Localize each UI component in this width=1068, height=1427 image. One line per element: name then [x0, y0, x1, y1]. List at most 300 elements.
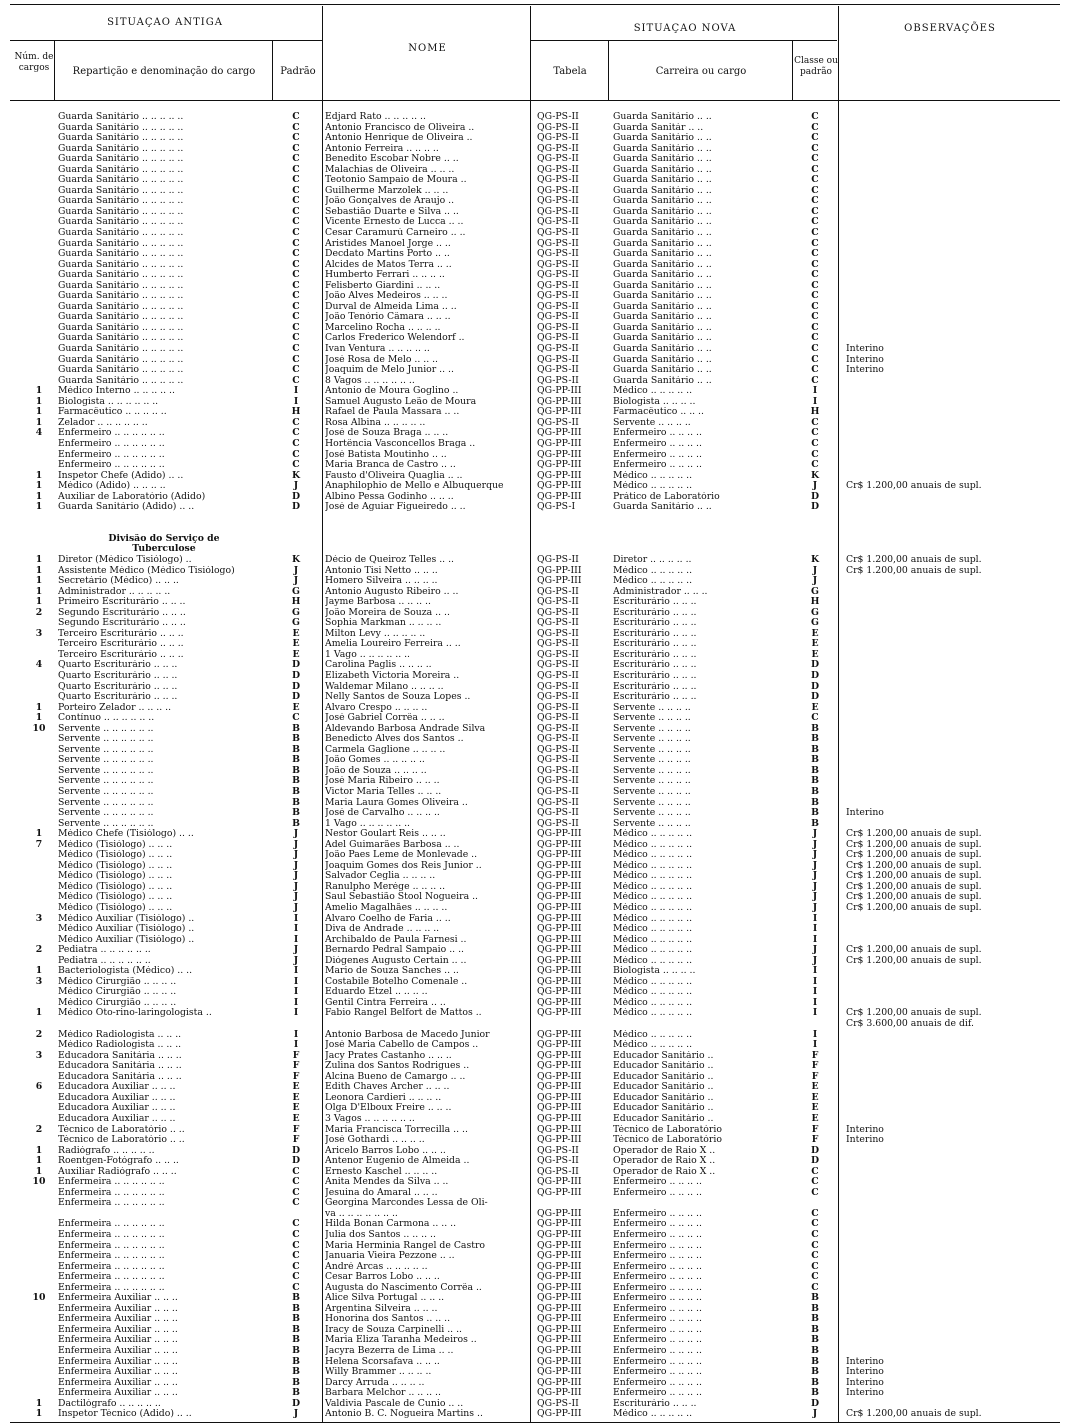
observacao-cell: Interino — [846, 1377, 884, 1388]
name-cell: Benedito Escobar Nobre .. .. — [325, 154, 459, 165]
carreira-cell: Escriturário .. .. .. — [613, 618, 697, 629]
classe-cell: F — [811, 1050, 819, 1061]
tabela-cell: QG-PS-II — [537, 249, 579, 260]
padrao-cell: E — [292, 1103, 300, 1114]
reparticao-cell: Médico Chefe (Tisiólogo) .. .. — [58, 829, 194, 840]
classe-cell: B — [811, 1314, 819, 1325]
name-cell: Bernardo Pedral Sampaio .. .. — [325, 945, 464, 956]
padrao-cell: C — [292, 1272, 300, 1283]
padrao-cell: C — [292, 1198, 300, 1209]
table-row — [0, 1135, 1068, 1146]
tabela-cell: QG-PS-II — [537, 1398, 579, 1409]
reparticao-cell: Enfermeiro .. .. .. .. .. .. — [58, 460, 165, 471]
classe-cell: C — [811, 185, 819, 196]
padrao-cell: J — [293, 1409, 299, 1420]
classe-cell: C — [811, 270, 819, 281]
name-heading: NOME — [408, 43, 447, 54]
table-row — [0, 365, 1068, 376]
name-cell: Willy Brammer .. .. .. .. — [325, 1367, 432, 1378]
tabela-heading: Tabela — [553, 66, 587, 77]
classe-cell: I — [812, 966, 818, 977]
classe-cell: B — [811, 1335, 819, 1346]
tabela-cell: QG-PP-III — [537, 1029, 582, 1040]
table-row — [0, 703, 1068, 714]
tabela-cell: QG-PS-II — [537, 312, 579, 323]
carreira-cell: Prático de Laboratório — [613, 491, 720, 502]
classe-cell: J — [812, 481, 818, 492]
classe-cell: J — [812, 881, 818, 892]
name-cell: Archibaldo de Paula Farnesi .. — [325, 934, 467, 945]
name-cell: Argentina Silveira .. .. .. — [325, 1303, 438, 1314]
reparticao-cell: Enfermeiro .. .. .. .. .. .. — [58, 449, 165, 460]
padrao-cell: C — [292, 1282, 300, 1293]
tabela-cell: QG-PS-I — [537, 502, 576, 513]
classe-cell: I — [812, 997, 818, 1008]
tabela-cell: QG-PS-II — [537, 554, 579, 565]
reparticao-cell: Enfermeira Auxiliar .. .. .. — [58, 1335, 178, 1346]
padrao-cell: B — [292, 1388, 300, 1399]
name-cell: Rafael de Paula Massara .. .. — [325, 407, 460, 418]
reparticao-cell: Auxiliar de Laboratório (Adido) — [58, 491, 206, 502]
reparticao-cell: Guarda Sanitário .. .. .. .. .. — [58, 301, 184, 312]
padrao-cell: I — [293, 966, 299, 977]
classe-cell: I — [812, 1029, 818, 1040]
name-cell: Maria Herminia Rangel de Castro — [325, 1240, 486, 1251]
carreira-cell: Servente .. .. .. .. — [613, 765, 691, 776]
tabela-cell: QG-PS-II — [537, 143, 579, 154]
padrao-cell: C — [292, 375, 300, 386]
padrao-cell: I — [293, 1040, 299, 1051]
observacao-cell: Cr$ 1.200,00 anuais de supl. — [846, 945, 982, 956]
padrao-cell: C — [292, 1219, 300, 1230]
padrao-cell: B — [292, 1356, 300, 1367]
observacao-cell: Cr$ 1.200,00 anuais de supl. — [846, 565, 982, 576]
table-row — [0, 1378, 1068, 1389]
reparticao-cell: Médico Auxiliar (Tisiólogo) .. — [58, 924, 195, 935]
classe-cell: J — [812, 903, 818, 914]
reparticao-cell: Médico Cirurgião .. .. .. .. — [58, 997, 177, 1008]
reparticao-cell: Educadora Auxiliar .. .. .. — [58, 1092, 176, 1103]
tabela-cell: QG-PP-III — [537, 460, 582, 471]
padrao-cell: C — [292, 196, 300, 207]
name-cell: João Paes Leme de Monlevade .. — [325, 850, 478, 861]
tabela-cell: QG-PS-II — [537, 670, 579, 681]
name-cell: Sophia Markman .. .. .. .. — [325, 618, 442, 629]
tabela-cell: QG-PP-III — [537, 1187, 582, 1198]
table-row — [0, 819, 1068, 830]
observacao-cell: Cr$ 1.200,00 anuais de supl. — [846, 829, 982, 840]
name-cell: Maria Branca de Castro .. .. — [325, 460, 456, 471]
carreira-cell: Escriturário .. .. .. — [613, 607, 697, 618]
carreira-cell: Guarda Sanitário .. .. — [613, 196, 712, 207]
tabela-cell: QG-PS-II — [537, 818, 579, 829]
carreira-cell: Médico .. .. .. .. .. — [613, 839, 693, 850]
reparticao-cell: Pediatra .. .. .. .. .. .. — [58, 945, 151, 956]
classe-cell: C — [811, 1261, 819, 1272]
carreira-cell: Biologista .. .. .. .. — [613, 396, 696, 407]
classe-cell: E — [811, 639, 819, 650]
reparticao-cell: Enfermeiro .. .. .. .. .. .. — [58, 428, 165, 439]
reparticao-cell: Radiógrafo .. .. .. .. .. — [58, 1145, 155, 1156]
classe-cell: B — [811, 755, 819, 766]
tabela-cell: QG-PS-II — [537, 122, 579, 133]
name-cell: Leonora Cardieri .. .. .. .. — [325, 1092, 442, 1103]
tabela-cell: QG-PP-III — [537, 396, 582, 407]
carreira-cell: Enfermeiro .. .. .. .. — [613, 428, 702, 439]
table-row — [0, 217, 1068, 228]
tabela-cell: QG-PS-II — [537, 660, 579, 671]
name-cell: Waldemar Milano .. .. .. .. — [325, 681, 444, 692]
reparticao-cell: Diretor (Médico Tisiólogo) .. — [58, 554, 192, 565]
tabela-cell: QG-PP-III — [537, 871, 582, 882]
reparticao-cell: Zelador .. .. .. .. .. .. — [58, 417, 148, 428]
reparticao-cell: Enfermeira Auxiliar .. .. .. — [58, 1345, 178, 1356]
name-cell: Decdato Martins Porto .. .. — [325, 249, 450, 260]
tabela-cell: QG-PS-II — [537, 586, 579, 597]
classe-cell: C — [811, 1229, 819, 1240]
name-cell: Anaphilophio de Mello e Albuquerque — [325, 481, 504, 492]
reparticao-cell: Enfermeira .. .. .. .. .. .. — [58, 1187, 165, 1198]
reparticao-cell: Médico Cirurgião .. .. .. .. — [58, 976, 177, 987]
tabela-cell: QG-PP-III — [537, 491, 582, 502]
classe-cell: E — [811, 1092, 819, 1103]
padrao-cell: G — [292, 618, 300, 629]
name-cell: Costabile Botelho Comenale .. — [325, 976, 468, 987]
padrao-cell: C — [292, 1251, 300, 1262]
carreira-cell: Enfermeiro .. .. .. .. — [613, 460, 702, 471]
reparticao-cell: Enfermeiro .. .. .. .. .. .. — [58, 438, 165, 449]
reparticao-cell: Roentgen-Fotógrafo .. .. .. — [58, 1156, 179, 1167]
tabela-cell: QG-PP-III — [537, 1377, 582, 1388]
name-cell: Marcelino Rocha .. .. .. .. — [325, 322, 441, 333]
name-cell: Carlos Frederico Welendorf .. — [325, 333, 465, 344]
padrao-cell: J — [293, 576, 299, 587]
carreira-cell: Enfermeiro .. .. .. .. — [613, 1187, 702, 1198]
name-cell: Humberto Ferrari .. .. .. .. — [325, 270, 445, 281]
name-cell: Hilda Bonan Carmona .. .. .. — [325, 1219, 457, 1230]
classe-cell: D — [810, 491, 820, 502]
carreira-cell: Educador Sanitário .. — [613, 1082, 714, 1093]
table-row — [0, 671, 1068, 682]
carreira-cell: Guarda Sanitário .. .. — [613, 502, 712, 513]
classe-cell: C — [811, 322, 819, 333]
tabela-cell: QG-PP-III — [537, 1388, 582, 1399]
table-row — [0, 608, 1068, 619]
reparticao-cell: Médico Radiologista .. .. .. — [58, 1029, 182, 1040]
carreira-cell: Guarda Sanitário .. .. — [613, 133, 712, 144]
classe-cell: C — [811, 1219, 819, 1230]
table-row — [0, 1262, 1068, 1273]
classe-cell: C — [811, 154, 819, 165]
carreira-cell: Enfermeiro .. .. .. .. — [613, 1208, 702, 1219]
name-cell: Mario de Souza Sanches .. .. — [325, 966, 459, 977]
classe-cell: G — [811, 607, 819, 618]
carreira-cell: Enfermeiro .. .. .. .. — [613, 1251, 702, 1262]
observacao-cell: Cr$ 1.200,00 anuais de supl. — [846, 839, 982, 850]
reparticao-cell: Terceiro Escriturário .. .. .. — [58, 649, 184, 660]
tabela-cell: QG-PS-II — [537, 238, 579, 249]
num-cargos-heading: Núm. de cargos — [14, 52, 54, 73]
classe-cell: C — [811, 1282, 819, 1293]
classe-cell: B — [811, 776, 819, 787]
observacao-cell: Cr$ 1.200,00 anuais de supl. — [846, 1008, 982, 1019]
carreira-cell: Escriturário .. .. .. — [613, 681, 697, 692]
table-row — [0, 260, 1068, 271]
observacao-cell: Cr$ 1.200,00 anuais de supl. — [846, 871, 982, 882]
name-cell: va .. .. .. .. .. .. .. — [325, 1208, 398, 1219]
carreira-cell: Médico .. .. .. .. .. — [613, 892, 693, 903]
carreira-cell: Enfermeiro .. .. .. .. — [613, 1282, 702, 1293]
table-row — [0, 1367, 1068, 1378]
classe-cell: J — [812, 565, 818, 576]
table-row — [0, 829, 1068, 840]
col-divider — [838, 6, 839, 100]
observacao-cell: Cr$ 1.200,00 anuais de supl. — [846, 892, 982, 903]
padrao-cell: F — [292, 1061, 300, 1072]
padrao-cell: C — [292, 133, 300, 144]
carreira-cell: Servente .. .. .. .. — [613, 755, 691, 766]
table-row — [0, 998, 1068, 1009]
reparticao-cell: Quarto Escriturário .. .. .. — [58, 660, 178, 671]
reparticao-cell: Enfermeira .. .. .. .. .. .. — [58, 1229, 165, 1240]
name-cell: José Batista Moutinho .. .. — [325, 449, 447, 460]
classe-cell: C — [811, 460, 819, 471]
padrao-cell: C — [292, 333, 300, 344]
padrao-cell: B — [292, 776, 300, 787]
name-cell: Valdivia Pascale de Cunio .. .. — [325, 1398, 464, 1409]
tabela-cell: QG-PP-III — [537, 1240, 582, 1251]
name-cell: Teotonio Sampaio de Moura .. — [325, 175, 467, 186]
classe-cell: C — [811, 344, 819, 355]
reparticao-cell: Enfermeira .. .. .. .. .. .. — [58, 1198, 165, 1209]
tabela-cell: QG-PS-II — [537, 154, 579, 165]
carreira-cell: Operador de Raio X .. — [613, 1166, 716, 1177]
reparticao-cell: Inspetor Chefe (Adido) .. .. — [58, 470, 184, 481]
name-cell: Guilherme Marzolek .. .. .. — [325, 185, 449, 196]
tabela-cell: QG-PP-III — [537, 449, 582, 460]
padrao-cell: C — [292, 1261, 300, 1272]
reparticao-cell: Guarda Sanitário .. .. .. .. .. — [58, 280, 184, 291]
padrao-cell: C — [292, 312, 300, 323]
reparticao-cell: Enfermeira .. .. .. .. .. .. — [58, 1282, 165, 1293]
padrao-cell: K — [291, 470, 301, 481]
reparticao-cell: Quarto Escriturário .. .. .. — [58, 692, 178, 703]
padrao-cell: C — [292, 1240, 300, 1251]
classe-cell: H — [810, 407, 820, 418]
carreira-cell: Guarda Sanitário .. .. — [613, 365, 712, 376]
padrao-cell: D — [291, 681, 301, 692]
carreira-cell: Educador Sanitário .. — [613, 1092, 714, 1103]
tabela-cell: QG-PS-II — [537, 185, 579, 196]
classe-cell: D — [810, 1145, 820, 1156]
reparticao-cell: Auxiliar Radiógrafo .. .. .. — [58, 1166, 177, 1177]
classe-cell: J — [812, 860, 818, 871]
padrao-cell: F — [292, 1135, 300, 1146]
tabela-cell: QG-PS-II — [537, 291, 579, 302]
name-cell: José Maria Ribeiro .. .. .. — [325, 776, 440, 787]
name-cell: Januaria Vieira Pezzone .. .. — [325, 1251, 455, 1262]
carreira-cell: Servente .. .. .. .. — [613, 723, 691, 734]
carreira-cell: Médico .. .. .. .. .. — [613, 1029, 693, 1040]
tabela-cell: QG-PP-III — [537, 1356, 582, 1367]
table-row — [0, 914, 1068, 925]
padrao-cell: C — [292, 175, 300, 186]
reparticao-cell: Guarda Sanitário (Adido) .. .. — [58, 502, 195, 513]
table-row — [0, 1188, 1068, 1199]
tabela-cell: QG-PP-III — [537, 1367, 582, 1378]
tabela-cell: QG-PP-III — [537, 1324, 582, 1335]
table-row — [0, 1388, 1068, 1399]
reparticao-cell: Servente .. .. .. .. .. .. — [58, 776, 154, 787]
classe-cell: E — [811, 1103, 819, 1114]
carreira-cell: Médico .. .. .. .. .. — [613, 829, 693, 840]
carreira-heading: Carreira ou cargo — [655, 66, 747, 77]
carreira-cell: Médico .. .. .. .. .. — [613, 1008, 693, 1019]
padrao-cell: E — [292, 1082, 300, 1093]
reparticao-cell: Enfermeira .. .. .. .. .. .. — [58, 1251, 165, 1262]
padrao-cell: E — [292, 628, 300, 639]
padrao-cell: G — [292, 607, 300, 618]
tabela-cell: QG-PS-II — [537, 365, 579, 376]
carreira-cell: Médico .. .. .. .. .. — [613, 987, 693, 998]
tabela-cell: QG-PS-II — [537, 776, 579, 787]
tabela-cell: QG-PP-III — [537, 860, 582, 871]
padrao-cell: J — [293, 945, 299, 956]
padrao-cell: C — [292, 249, 300, 260]
name-cell: Aldevando Barbosa Andrade Silva — [325, 723, 486, 734]
table-row — [0, 1283, 1068, 1294]
table-row — [0, 587, 1068, 598]
reparticao-cell: Enfermeira Auxiliar .. .. .. — [58, 1324, 178, 1335]
name-cell: Zulina dos Santos Rodrigues .. — [325, 1061, 470, 1072]
reparticao-cell: Guarda Sanitário .. .. .. .. .. — [58, 238, 184, 249]
reparticao-cell: Pediatra .. .. .. .. .. .. — [58, 955, 151, 966]
num-cargos-cell: 10 — [32, 1293, 46, 1304]
table-row — [0, 523, 1068, 534]
table-row — [0, 112, 1068, 123]
padrao-cell: B — [292, 1324, 300, 1335]
carreira-cell: Escriturário .. .. .. — [613, 628, 697, 639]
tabela-cell: QG-PP-III — [537, 903, 582, 914]
table-row — [0, 861, 1068, 872]
num-cargos-cell: 1 — [35, 502, 43, 513]
reparticao-cell: Guarda Sanitário .. .. .. .. .. — [58, 122, 184, 133]
name-cell: 3 Vagos .. .. .. .. .. .. — [325, 1113, 415, 1124]
name-cell: Salvador Ceglia .. .. .. .. — [325, 871, 436, 882]
classe-cell: K — [810, 554, 820, 565]
table-row — [0, 1051, 1068, 1062]
name-cell: Jesuina do Amaral .. .. .. — [325, 1187, 438, 1198]
tabela-cell: QG-PS-II — [537, 808, 579, 819]
reparticao-cell: Guarda Sanitário .. .. .. .. .. — [58, 185, 184, 196]
name-cell: Diva de Andrade .. .. .. .. — [325, 924, 440, 935]
classe-cell: D — [810, 692, 820, 703]
reparticao-cell: Enfermeira Auxiliar .. .. .. — [58, 1367, 178, 1378]
col-divider — [54, 40, 55, 100]
table-row — [0, 1030, 1068, 1041]
reparticao-cell: Enfermeira Auxiliar .. .. .. — [58, 1377, 178, 1388]
carreira-cell: Escriturário .. .. .. — [613, 639, 697, 650]
classe-cell: J — [812, 955, 818, 966]
padrao-cell: C — [292, 1177, 300, 1188]
reparticao-cell: Enfermeira .. .. .. .. .. .. — [58, 1219, 165, 1230]
observations-heading: OBSERVAÇÕES — [904, 23, 996, 34]
table-row — [0, 407, 1068, 418]
tabela-cell: QG-PP-III — [537, 1251, 582, 1262]
table-row — [0, 418, 1068, 429]
name-cell: André Arcas .. .. .. .. .. — [325, 1261, 428, 1272]
reparticao-cell: Terceiro Escriturário .. .. .. — [58, 639, 184, 650]
tabela-cell: QG-PP-III — [537, 1061, 582, 1072]
reparticao-cell: Guarda Sanitário .. .. .. .. .. — [58, 143, 184, 154]
classe-cell: C — [811, 228, 819, 239]
padrao-cell: K — [291, 554, 301, 565]
reparticao-cell: Servente .. .. .. .. .. .. — [58, 723, 154, 734]
classe-cell: C — [811, 280, 819, 291]
tabela-cell: QG-PS-II — [537, 702, 579, 713]
carreira-cell: Administrador .. .. .. — [613, 586, 708, 597]
tabela-cell: QG-PS-II — [537, 755, 579, 766]
table-row — [0, 1293, 1068, 1304]
table-row — [0, 924, 1068, 935]
tabela-cell: QG-PS-II — [537, 301, 579, 312]
tabela-cell: QG-PS-II — [537, 744, 579, 755]
padrao-cell: F — [292, 1050, 300, 1061]
classe-cell: B — [811, 1377, 819, 1388]
carreira-cell: Guarda Sanitário .. .. — [613, 217, 712, 228]
classe-cell: B — [811, 1324, 819, 1335]
tabela-cell: QG-PP-III — [537, 565, 582, 576]
reparticao-cell: Guarda Sanitário .. .. .. .. .. — [58, 164, 184, 175]
reparticao-cell: Farmacêutico .. .. .. .. .. — [58, 407, 167, 418]
tabela-cell: QG-PP-III — [537, 839, 582, 850]
tabela-cell: QG-PS-II — [537, 765, 579, 776]
reparticao-cell: Servente .. .. .. .. .. .. — [58, 734, 154, 745]
reparticao-cell: Primeiro Escriturário .. .. .. — [58, 597, 186, 608]
name-cell: Iracy de Souza Carpinelli .. .. — [325, 1324, 462, 1335]
table-row — [0, 228, 1068, 239]
tabela-cell: QG-PP-III — [537, 997, 582, 1008]
num-cargos-cell: 2 — [35, 945, 43, 956]
name-cell: Alvaro Coelho de Faria .. .. — [325, 913, 451, 924]
table-row — [0, 207, 1068, 218]
tabela-cell: QG-PP-III — [537, 955, 582, 966]
name-cell: Alvaro Crespo .. .. .. .. — [325, 702, 428, 713]
table-row — [0, 291, 1068, 302]
classe-cell: J — [812, 871, 818, 882]
observacao-cell: Interino — [846, 1135, 884, 1146]
padrao-cell: C — [292, 206, 300, 217]
carreira-cell: Guarda Sanitário .. .. — [613, 249, 712, 260]
table-row — [0, 1399, 1068, 1410]
carreira-cell: Guarda Sanitário .. .. — [613, 354, 712, 365]
name-cell: José Gothardi .. .. .. .. — [325, 1135, 425, 1146]
classe-cell: B — [811, 1303, 819, 1314]
reparticao-cell: Guarda Sanitário .. .. .. .. .. — [58, 133, 184, 144]
carreira-cell: Guarda Sanitário .. .. — [613, 238, 712, 249]
num-cargos-cell: 3 — [35, 976, 43, 987]
name-cell: João de Souza .. .. .. .. — [325, 765, 427, 776]
table-row — [0, 144, 1068, 155]
name-cell: Homero Silveira .. .. .. .. — [325, 576, 438, 587]
tabela-cell: QG-PP-III — [537, 1050, 582, 1061]
reparticao-cell: Quarto Escriturário .. .. .. — [58, 681, 178, 692]
classe-cell: C — [811, 1208, 819, 1219]
table-row — [0, 1146, 1068, 1157]
padrao-cell: B — [292, 1377, 300, 1388]
num-cargos-cell: 1 — [35, 481, 43, 492]
padrao-cell: B — [292, 1335, 300, 1346]
